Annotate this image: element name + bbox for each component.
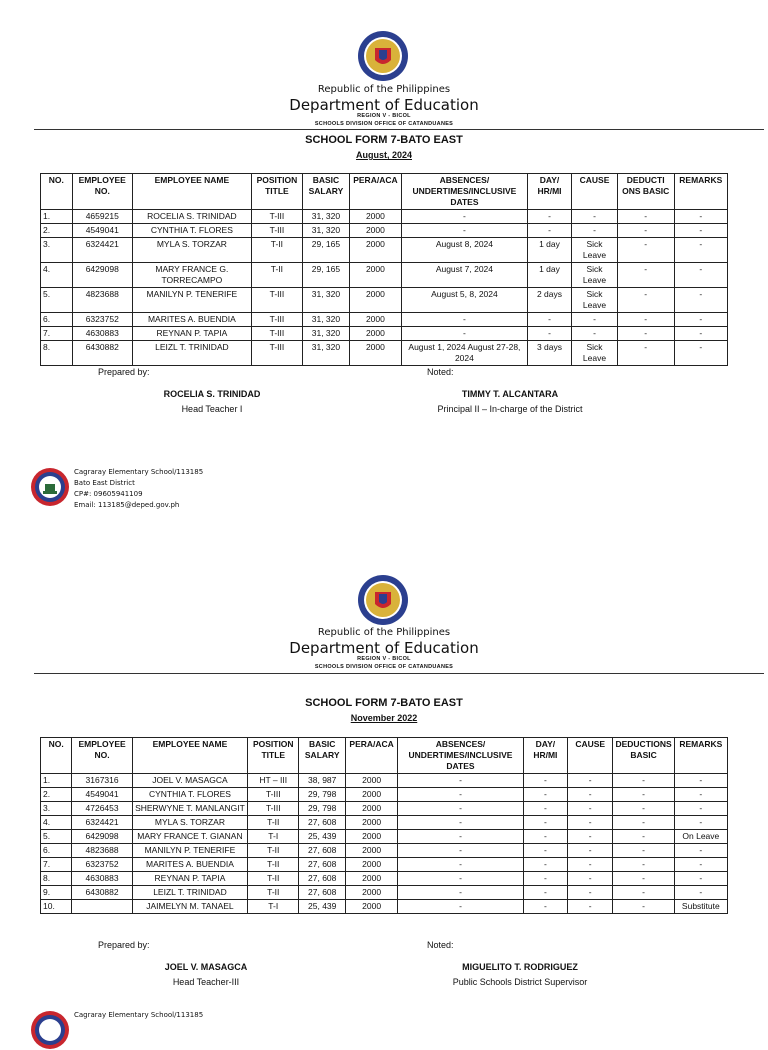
table-cell: - xyxy=(674,886,727,900)
table-cell: 4630883 xyxy=(72,327,132,341)
table-cell: 29, 165 xyxy=(303,263,350,288)
table-cell: 3167316 xyxy=(72,774,132,788)
noted-role: Principal II – In-charge of the District xyxy=(437,404,583,414)
table-row xyxy=(41,858,728,872)
footer-district: Bato East District xyxy=(74,479,135,487)
table-cell: - xyxy=(674,341,727,366)
table-cell: 27, 608 xyxy=(299,886,346,900)
table-cell: 25, 439 xyxy=(299,900,346,914)
table-cell: T-II xyxy=(248,844,299,858)
table-cell: 2000 xyxy=(346,774,398,788)
table-cell: - xyxy=(613,802,674,816)
table-cell: - xyxy=(523,816,567,830)
column-header: NO. xyxy=(41,738,72,774)
table-cell: 4. xyxy=(41,263,73,288)
table-cell: REYNAN P. TAPIA xyxy=(132,327,251,341)
table-cell: - xyxy=(567,788,613,802)
table-cell: - xyxy=(613,774,674,788)
table-cell: 1. xyxy=(41,210,73,224)
table-cell: - xyxy=(674,844,727,858)
table-cell: 2. xyxy=(41,224,73,238)
table-row xyxy=(41,774,728,788)
table-cell: 31, 320 xyxy=(303,327,350,341)
prepared-by-role: Head Teacher I xyxy=(181,404,243,414)
table-cell: 2000 xyxy=(349,224,401,238)
table-cell: - xyxy=(402,327,528,341)
header-divider xyxy=(34,129,764,130)
prepared-by-role: Head Teacher-III xyxy=(172,977,240,987)
table-cell: August 1, 2024 August 27-28, 2024 xyxy=(402,341,528,366)
table-cell: HT – III xyxy=(248,774,299,788)
table-cell: 2000 xyxy=(346,816,398,830)
table-cell: - xyxy=(617,224,674,238)
table-cell: MANILYN P. TENERIFE xyxy=(132,288,251,313)
table-cell: 2000 xyxy=(346,788,398,802)
column-header: NO. xyxy=(41,174,73,210)
table-cell: 2000 xyxy=(346,900,398,914)
table-cell: - xyxy=(572,327,618,341)
table-cell: - xyxy=(674,224,727,238)
table-cell: T-II xyxy=(248,886,299,900)
table-cell: - xyxy=(674,802,727,816)
table-cell: - xyxy=(617,341,674,366)
table-cell: 2000 xyxy=(349,238,401,263)
table-cell: MYLA S. TORZAR xyxy=(132,238,251,263)
table-cell: 6429098 xyxy=(72,830,132,844)
table-cell: - xyxy=(523,802,567,816)
table-cell: - xyxy=(674,288,727,313)
table-cell: 31, 320 xyxy=(303,341,350,366)
table-cell: T-II xyxy=(248,816,299,830)
table-cell: T-III xyxy=(251,327,302,341)
table-cell: - xyxy=(567,886,613,900)
table-cell: - xyxy=(617,210,674,224)
table-cell: Sick Leave xyxy=(572,263,618,288)
table-cell: 2000 xyxy=(349,341,401,366)
column-header: REMARKS xyxy=(674,738,727,774)
column-header: DAY/ HR/MI xyxy=(527,174,571,210)
table-row xyxy=(41,802,728,816)
table-cell: 31, 320 xyxy=(303,313,350,327)
table-cell: SHERWYNE T. MANLANGIT xyxy=(132,802,247,816)
column-header: CAUSE xyxy=(572,174,618,210)
table-cell: REYNAN P. TAPIA xyxy=(132,872,247,886)
table-cell: 4659215 xyxy=(72,210,132,224)
table-cell: 25, 439 xyxy=(299,830,346,844)
column-header: POSITION TITLE xyxy=(251,174,302,210)
table-cell: 38, 987 xyxy=(299,774,346,788)
table-cell: 27, 608 xyxy=(299,816,346,830)
footer-school: Cagraray Elementary School/113185 xyxy=(74,468,204,476)
column-header: POSITION TITLE xyxy=(248,738,299,774)
table-cell: LEIZL T. TRINIDAD xyxy=(132,886,247,900)
table-row xyxy=(41,844,728,858)
table-cell: JAIMELYN M. TANAEL xyxy=(132,900,247,914)
form-title: SCHOOL FORM 7-BATO EAST xyxy=(305,134,463,146)
table-cell: - xyxy=(572,224,618,238)
table-cell: - xyxy=(402,224,528,238)
table-cell: 2 days xyxy=(527,288,571,313)
table-cell: - xyxy=(572,313,618,327)
table-cell: CYNTHIA T. FLORES xyxy=(132,788,247,802)
table-row xyxy=(41,238,728,263)
table-cell: - xyxy=(527,210,571,224)
table-cell: CYNTHIA T. FLORES xyxy=(132,224,251,238)
table-cell: MANILYN P. TENERIFE xyxy=(132,844,247,858)
table-cell: - xyxy=(567,774,613,788)
table-cell: - xyxy=(613,886,674,900)
prepared-by-name: ROCELIA S. TRINIDAD xyxy=(163,389,261,399)
table-cell: - xyxy=(572,210,618,224)
table-cell: - xyxy=(567,872,613,886)
division-line: SCHOOLS DIVISION OFFICE OF CATANDUANES xyxy=(314,121,454,127)
table-cell: - xyxy=(523,774,567,788)
column-header: EMPLOYEE NO. xyxy=(72,738,132,774)
table-cell: 2000 xyxy=(349,263,401,288)
table-cell: T-III xyxy=(251,313,302,327)
column-header: EMPLOYEE NO. xyxy=(72,174,132,210)
table-row xyxy=(41,263,728,288)
table-cell: 2000 xyxy=(346,886,398,900)
table-cell: - xyxy=(613,830,674,844)
table-row xyxy=(41,327,728,341)
table-cell: 1. xyxy=(41,774,72,788)
table-cell: T-II xyxy=(251,263,302,288)
column-header: DAY/ HR/MI xyxy=(523,738,567,774)
column-header: PERA/ACA xyxy=(349,174,401,210)
table-cell: T-III xyxy=(251,224,302,238)
table-cell: - xyxy=(613,844,674,858)
table-cell: - xyxy=(613,788,674,802)
table-cell: 1 day xyxy=(527,238,571,263)
noted-role: Public Schools District Supervisor xyxy=(452,977,588,987)
republic-line: Republic of the Philippines xyxy=(317,627,451,638)
column-header: PERA/ACA xyxy=(346,738,398,774)
noted-label: Noted: xyxy=(427,367,454,377)
table-cell: - xyxy=(674,327,727,341)
table-cell: Sick Leave xyxy=(572,288,618,313)
table-cell: - xyxy=(567,816,613,830)
school-footer xyxy=(74,467,203,511)
region-line: REGION V - BICOL xyxy=(357,656,411,662)
sf7-table xyxy=(40,173,728,366)
table-cell: - xyxy=(567,830,613,844)
table-cell: 3. xyxy=(41,238,73,263)
table-cell: 5. xyxy=(41,288,73,313)
table-cell: 6430882 xyxy=(72,341,132,366)
table-cell: T-III xyxy=(248,788,299,802)
footer-cp: CP#: 09605941109 xyxy=(74,490,143,498)
form-date: August, 2024 xyxy=(355,150,413,160)
table-cell: 6429098 xyxy=(72,263,132,288)
table-cell: 29, 798 xyxy=(299,788,346,802)
table-cell: 2000 xyxy=(346,858,398,872)
deped-seal-icon xyxy=(357,30,409,82)
table-cell: Substitute xyxy=(674,900,727,914)
table-cell: - xyxy=(567,844,613,858)
prepared-by-label: Prepared by: xyxy=(98,940,150,950)
table-cell: 29, 165 xyxy=(303,238,350,263)
table-cell: - xyxy=(567,802,613,816)
table-cell: - xyxy=(523,844,567,858)
table-cell: 29, 798 xyxy=(299,802,346,816)
table-cell: MARITES A. BUENDIA xyxy=(132,313,251,327)
table-cell: - xyxy=(523,830,567,844)
deped-seal-icon xyxy=(357,574,409,626)
table-cell: ROCELIA S. TRINIDAD xyxy=(132,210,251,224)
table-cell: 2000 xyxy=(346,844,398,858)
table-cell: 2000 xyxy=(349,313,401,327)
table-cell: 8. xyxy=(41,872,72,886)
column-header: BASIC SALARY xyxy=(299,738,346,774)
table-cell: - xyxy=(527,224,571,238)
table-row xyxy=(41,224,728,238)
table-cell: 31, 320 xyxy=(303,210,350,224)
table-cell: 6324421 xyxy=(72,816,132,830)
table-row xyxy=(41,900,728,914)
table-cell: - xyxy=(674,238,727,263)
table-cell: - xyxy=(523,872,567,886)
column-header: ABSENCES/ UNDERTIMES/INCLUSIVE DATES xyxy=(402,174,528,210)
table-cell xyxy=(72,900,132,914)
table-cell: 6430882 xyxy=(72,886,132,900)
table-cell: - xyxy=(523,858,567,872)
table-cell: 2. xyxy=(41,788,72,802)
department-title: Department of Education xyxy=(289,96,479,114)
column-header: EMPLOYEE NAME xyxy=(132,174,251,210)
table-cell: - xyxy=(567,900,613,914)
table-cell: - xyxy=(527,313,571,327)
table-cell: August 8, 2024 xyxy=(402,238,528,263)
table-row xyxy=(41,816,728,830)
column-header: ABSENCES/ UNDERTIMES/INCLUSIVE DATES xyxy=(398,738,524,774)
column-header: EMPLOYEE NAME xyxy=(132,738,247,774)
table-cell: - xyxy=(398,774,524,788)
table-cell: - xyxy=(613,858,674,872)
table-cell: 8. xyxy=(41,341,73,366)
table-cell: 4549041 xyxy=(72,788,132,802)
table-cell: 9. xyxy=(41,886,72,900)
table-cell: - xyxy=(674,858,727,872)
table-row xyxy=(41,830,728,844)
table-cell: - xyxy=(398,900,524,914)
table-cell: 7. xyxy=(41,327,73,341)
table-cell: MARY FRANCE G. TORRECAMPO xyxy=(132,263,251,288)
table-cell: 6323752 xyxy=(72,313,132,327)
table-cell: T-I xyxy=(248,830,299,844)
region-line: REGION V - BICOL xyxy=(357,113,411,119)
table-cell: 4630883 xyxy=(72,872,132,886)
table-row xyxy=(41,872,728,886)
table-row xyxy=(41,288,728,313)
table-cell: - xyxy=(398,788,524,802)
table-row xyxy=(41,341,728,366)
table-cell: MARITES A. BUENDIA xyxy=(132,858,247,872)
table-cell: - xyxy=(674,263,727,288)
table-cell: August 7, 2024 xyxy=(402,263,528,288)
table-row xyxy=(41,886,728,900)
table-cell: - xyxy=(617,313,674,327)
table-cell: - xyxy=(398,802,524,816)
table-cell: - xyxy=(617,288,674,313)
table-cell: - xyxy=(398,872,524,886)
table-cell: 3. xyxy=(41,802,72,816)
table-cell: Sick Leave xyxy=(572,341,618,366)
table-cell: 6. xyxy=(41,313,73,327)
table-cell: 5. xyxy=(41,830,72,844)
table-cell: T-I xyxy=(248,900,299,914)
table-cell: - xyxy=(674,210,727,224)
table-cell: 27, 608 xyxy=(299,872,346,886)
table-cell: 6323752 xyxy=(72,858,132,872)
table-cell: 2000 xyxy=(349,288,401,313)
table-cell: - xyxy=(613,900,674,914)
table-cell: Sick Leave xyxy=(572,238,618,263)
table-cell: - xyxy=(398,886,524,900)
table-cell: - xyxy=(613,872,674,886)
table-cell: LEIZL T. TRINIDAD xyxy=(132,341,251,366)
table-cell: 27, 608 xyxy=(299,858,346,872)
prepared-by-name: JOEL V. MASAGCA xyxy=(164,962,248,972)
column-header: BASIC SALARY xyxy=(303,174,350,210)
column-header: REMARKS xyxy=(674,174,727,210)
table-cell: MYLA S. TORZAR xyxy=(132,816,247,830)
table-cell: 10. xyxy=(41,900,72,914)
table-cell: 1 day xyxy=(527,263,571,288)
table-cell: - xyxy=(617,327,674,341)
school-logo-icon xyxy=(30,467,70,507)
table-cell: 31, 320 xyxy=(303,288,350,313)
column-header: DEDUCTI ONS BASIC xyxy=(617,174,674,210)
school-footer xyxy=(74,1010,203,1021)
table-cell: T-III xyxy=(251,210,302,224)
table-cell: T-III xyxy=(251,288,302,313)
table-row xyxy=(41,788,728,802)
table-cell: T-III xyxy=(248,802,299,816)
noted-name: TIMMY T. ALCANTARA xyxy=(461,389,559,399)
table-cell: - xyxy=(527,327,571,341)
table-cell: - xyxy=(402,210,528,224)
table-cell: 4823688 xyxy=(72,844,132,858)
department-title: Department of Education xyxy=(289,639,479,657)
table-cell: 6324421 xyxy=(72,238,132,263)
table-cell: MARY FRANCE T. GIANAN xyxy=(132,830,247,844)
table-cell: T-II xyxy=(248,872,299,886)
column-header: CAUSE xyxy=(567,738,613,774)
table-cell: 2000 xyxy=(349,210,401,224)
table-cell: 4726453 xyxy=(72,802,132,816)
table-cell: - xyxy=(617,263,674,288)
table-cell: T-III xyxy=(251,341,302,366)
table-cell: JOEL V. MASAGCA xyxy=(132,774,247,788)
table-cell: 2000 xyxy=(346,830,398,844)
table-cell: 31, 320 xyxy=(303,224,350,238)
table-cell: T-II xyxy=(248,858,299,872)
noted-label: Noted: xyxy=(427,940,454,950)
table-cell: - xyxy=(674,788,727,802)
table-cell: - xyxy=(674,774,727,788)
table-cell: - xyxy=(398,816,524,830)
republic-line: Republic of the Philippines xyxy=(317,84,451,95)
table-cell: 2000 xyxy=(346,802,398,816)
footer-email: Email: 113185@deped.gov.ph xyxy=(74,501,180,509)
table-cell: - xyxy=(613,816,674,830)
table-cell: - xyxy=(523,900,567,914)
table-cell: 6. xyxy=(41,844,72,858)
table-cell: August 5, 8, 2024 xyxy=(402,288,528,313)
noted-name: MIGUELITO T. RODRIGUEZ xyxy=(462,962,578,972)
table-cell: - xyxy=(402,313,528,327)
table-cell: 2000 xyxy=(349,327,401,341)
footer-school: Cagraray Elementary School/113185 xyxy=(74,1011,204,1019)
table-cell: 27, 608 xyxy=(299,844,346,858)
table-cell: - xyxy=(398,858,524,872)
table-row xyxy=(41,210,728,224)
table-cell: - xyxy=(398,830,524,844)
table-cell: On Leave xyxy=(674,830,727,844)
table-cell: - xyxy=(617,238,674,263)
table-cell: 4. xyxy=(41,816,72,830)
table-cell: 7. xyxy=(41,858,72,872)
table-cell: T-II xyxy=(251,238,302,263)
table-cell: 4549041 xyxy=(72,224,132,238)
school-logo-icon xyxy=(30,1010,70,1050)
table-cell: - xyxy=(674,816,727,830)
table-cell: 3 days xyxy=(527,341,571,366)
table-cell: - xyxy=(523,886,567,900)
table-cell: - xyxy=(674,872,727,886)
table-cell: 4823688 xyxy=(72,288,132,313)
prepared-by-label: Prepared by: xyxy=(98,367,150,377)
table-cell: - xyxy=(567,858,613,872)
header-divider xyxy=(34,673,764,674)
table-cell: 2000 xyxy=(346,872,398,886)
table-cell: - xyxy=(398,844,524,858)
table-cell: - xyxy=(674,313,727,327)
sf7-table xyxy=(40,737,728,914)
form-date: November 2022 xyxy=(350,713,418,723)
column-header: DEDUCTIONS BASIC xyxy=(613,738,674,774)
division-line: SCHOOLS DIVISION OFFICE OF CATANDUANES xyxy=(314,664,454,670)
form-title: SCHOOL FORM 7-BATO EAST xyxy=(305,697,463,709)
table-cell: - xyxy=(523,788,567,802)
table-row xyxy=(41,313,728,327)
